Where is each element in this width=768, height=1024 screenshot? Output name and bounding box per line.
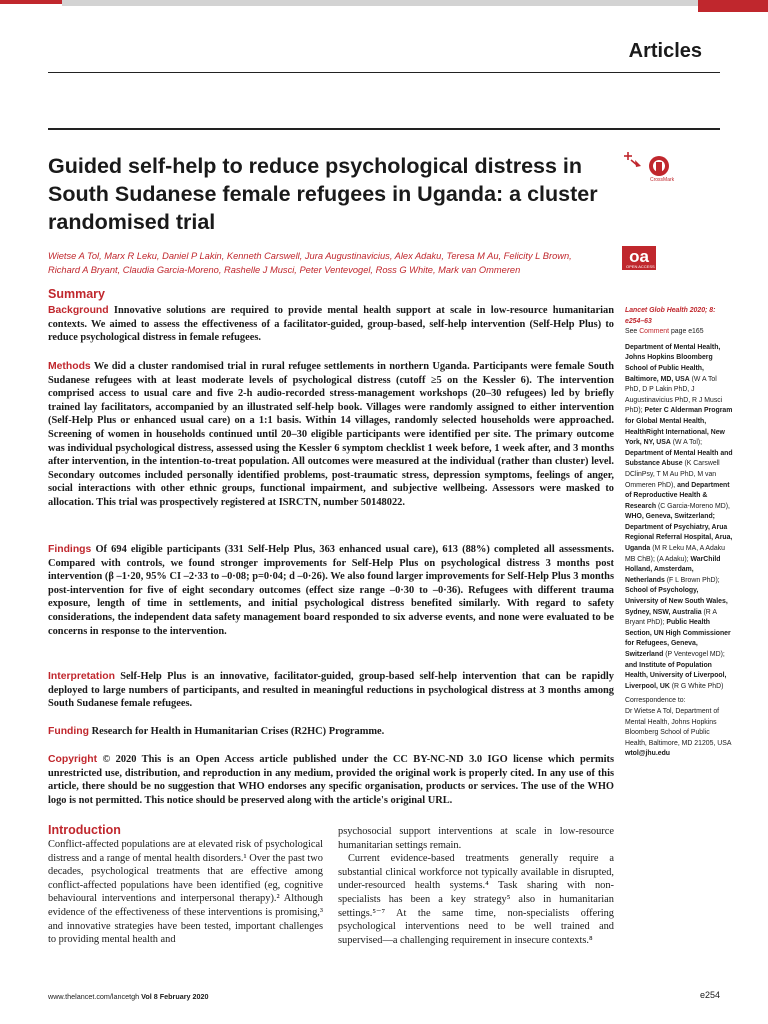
top-red-tab: [698, 0, 768, 12]
affiliation-plain: (M R Leku MA, A Adaku MB ChB); (A Adaku);: [625, 545, 725, 563]
correspondence-text: Dr Wietse A Tol, Department of Mental Health, Johns Hopkins Bloomberg School of Public Health, Baltimore, MD 21205, USA: [625, 707, 732, 747]
comment-link[interactable]: Comment: [639, 328, 670, 336]
funding-label: Funding: [48, 726, 89, 737]
introduction-heading: Introduction: [48, 823, 121, 837]
copyright-text: © 2020 This is an Open Access article published under the CC BY-NC-ND 3.0 IGO license which permits unrestricted use, distribution, and reproduction in any medium, provided the original work is properly cited. In any use of this article, there should be no suggestion that WHO endorses any specific organisation, products or services. The use of the WHO logo is not permitted. This notice should be preserved along with the article's original URL.: [48, 754, 614, 806]
affiliation-bold: School of Psychology, University of New South Wales, Sydney, NSW, Australia: [625, 587, 728, 616]
affiliation-plain: (W A Tol);: [670, 439, 703, 447]
top-grey-band: [62, 0, 698, 6]
citation: Lancet Glob Health 2020; 8: e254–63: [625, 307, 716, 325]
background-label: Background: [48, 305, 109, 316]
abstract-copyright: [48, 753, 614, 807]
open-access-label: OPEN ACCESS: [626, 264, 655, 269]
affiliation-bold: Department of Mental Health, Johns Hopkins Bloomberg School of Public Health, Baltimore, MD, USA: [625, 343, 721, 383]
methods-text: We did a cluster randomised trial in rural refugee settlements in northern Uganda. Participants were female South Sudanese refugees with at least moderate levels of psychological distress (cutoff ≥5 on the Kessler 6). The intervention comprised access to usual care and five 2-h audio-recorded stress-management workshops (20–30 refugees) led by briefly trained lay facilitators, accompanied by an illustrated self-help book. Villages were randomly assigned to either intervention (Self-Help Plus or enhanced usual care) on a 1:1 basis. Within 14 villages, randomly selected households were approached. Screening of women in households continued until 20–30 eligible participants were identified per site. The primary outcome was individual psychological distress, assessed using the Kessler 6 symptom checklist 1 week before, 1 week after, and 3 months after intervention, in the intention-to-treat population. All outcomes were measured at the individual (rather than cluster) level. Secondary outcomes included personally identified problems, post-traumatic stress, depression symptoms, feelings of anger, social interactions with other ethnic groups, functional impairment, and subjective wellbeing. Assessors were masked to allocation. This trial was prospectively registered at ISRCTN, number 50148022.: [48, 361, 614, 508]
header-rule: [48, 72, 720, 73]
affiliation-plain: (R G White PhD): [669, 682, 724, 690]
interpretation-text: Self-Help Plus is an innovative, facilitator-guided, group-based self-help intervention that can be rapidly deployed to large numbers of participants, and resulted in meaningful reductions in psychological distress at 3 months among South Sudanese female refugees.: [48, 671, 614, 710]
affiliation-bold: Public Health Section, UN High Commissioner for Refugees, Geneva, Switzerland: [625, 619, 731, 658]
affiliation-bold: Peter C Alderman Program for Global Mental Health, HealthRight International, New York, NY, USA: [625, 407, 733, 447]
footer-url[interactable]: www.thelancet.com/lancetgh: [48, 992, 140, 1001]
findings-label: Findings: [48, 544, 92, 555]
intro-paragraph-1: psychosocial support interventions at scale in low-resource humanitarian settings remain.: [338, 826, 614, 851]
article-title: Guided self-help to reduce psychological distress in South Sudanese female refugees in Uganda: a cluster randomised trial: [48, 154, 598, 234]
affiliation-plain: (F L Brown PhD);: [664, 576, 720, 584]
section-heading: Articles: [628, 40, 702, 62]
abstract-findings: [48, 543, 614, 638]
abstract-funding: [48, 725, 614, 739]
affiliation-bold: and Department of Reproductive Health & Research: [625, 481, 730, 510]
intro-paragraph-2: Current evidence-based treatments generally require a substantial clinical workforce not typically available in disrupted, under-resourced health systems.⁴ Task sharing with non-specialists has been a key strategy⁵ also in humanitarian settings.⁵⁻⁷ At the same time, non-specialists offering psychological interventions need to be well trained and supervised—a challenging requirement in insecure contexts.⁸: [338, 853, 614, 946]
page-number: e254: [699, 990, 720, 1000]
correspondence-email[interactable]: wtol@jhu.edu: [625, 750, 670, 758]
affiliation-bold: WHO, Geneva, Switzerland; Department of Psychiatry, Arua Regional Referral Hospital, Arua, Uganda: [625, 513, 733, 553]
top-color-bar: [0, 0, 768, 12]
background-text: Innovative solutions are required to provide mental health support at scale in low-resource humanitarian contexts. We aimed to assess the effectiveness of a facilitator-guided, group-based, self-help intervention (Self-Help Plus) to reduce psychological distress in female refugees.: [48, 305, 614, 344]
see-comment: [625, 327, 733, 338]
affiliations: [625, 343, 733, 693]
correspondence-label: Correspondence to:: [625, 697, 686, 705]
see-comment-suffix: page e165: [669, 328, 704, 336]
interpretation-label: Interpretation: [48, 671, 115, 682]
summary-heading: Summary: [48, 287, 105, 301]
open-access-badge: oa: [622, 246, 656, 270]
affiliation-plain: (W A Tol PhD, D P Lakin PhD, J Augustinavicius PhD, R J Musci PhD);: [625, 375, 723, 415]
abstract-background: [48, 304, 614, 345]
footer-volume: Vol 8: [141, 992, 158, 1001]
footer-date: February 2020: [159, 992, 209, 1001]
affiliation-bold: Department of Mental Health and Substance Abuse: [625, 449, 733, 468]
funding-text: Research for Health in Humanitarian Crises (R2HC) Programme.: [91, 726, 385, 737]
affiliation-plain: (P Ventevogel MD);: [663, 651, 725, 658]
affiliation-plain: (R A Bryant PhD);: [625, 608, 717, 627]
affiliation-plain: (K Carswell DClinPsy, T M Au PhD, M van Ommeren PhD),: [625, 460, 720, 489]
abstract-interpretation: [48, 670, 614, 711]
top-red-cap: [0, 0, 62, 4]
abstract-methods: [48, 360, 614, 510]
see-comment-prefix: See: [625, 328, 640, 336]
author-list: Wietse A Tol, Marx R Leku, Daniel P Lakin, Kenneth Carswell, Jura Augustinavicius, Alex Adaku, Teresa M Au, Felicity L Brown, Richard A Bryant, Claudia Garcia-Moreno, Rashelle J Musci, Peter Ventevogel, Ross G White, Mark van Ommeren: [48, 251, 572, 275]
affiliation-plain: (C Garcia-Moreno MD),: [656, 502, 730, 510]
crossmark-label: CrossMark: [650, 177, 675, 183]
findings-text: Of 694 eligible participants (331 Self-Help Plus, 363 enhanced usual care), 613 (88%) completed all assessments. Compared with controls, we found stronger improvements for Self-Help Plus on psychological distress 3 months post intervention (β –1·20, 95% CI –2·33 to –0·08; p=0·04; d –0·26). We also found larger improvements for Self-Help Plus 3 months post-intervention for five of eight secondary outcomes (effect size range –0·30 to –0·36). Refugees with different trauma exposure, length of time in settlements, and initial psychological distress benefited similarly. With regard to safety considerations, the independent data safety management board responded to six adverse events, and none were evaluated to be concerns in response to the intervention.: [48, 544, 614, 637]
copyright-label: Copyright: [48, 754, 98, 765]
sidebar: [625, 306, 733, 760]
introduction-column-2: [338, 825, 614, 947]
affiliation-bold: WarChild Holland, Amsterdam, Netherlands: [625, 555, 721, 584]
introduction-column-1: Conflict-affected populations are at elevated risk of psychological distress and a range of mental health disorders.¹ Over the past two decades, psychological treatments that are effective among conflict-affected populations have been identified (eg, cognitive behavioural interventions and interpersonal therapy).² Although evidence of the effectiveness of these interventions is promising,³ and innovative strategies have been tested, important challenges to providing mental health and: [48, 839, 323, 946]
footer: [48, 992, 209, 1001]
title-rule: [48, 128, 720, 130]
affiliation-bold: and Institute of Population Health, University of Liverpool, Liverpool, UK: [625, 661, 727, 690]
methods-label: Methods: [48, 361, 91, 372]
